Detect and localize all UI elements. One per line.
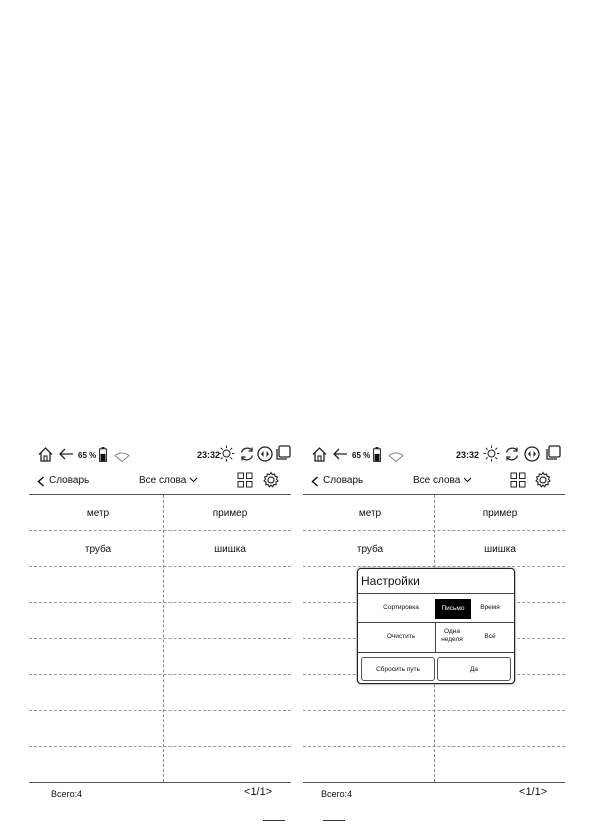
wifi-icon[interactable] <box>114 449 130 467</box>
clear-label: Очистить <box>386 633 416 640</box>
windows-icon[interactable] <box>274 445 291 467</box>
page-indicator: 1/1 <box>250 786 266 798</box>
chevron-down-icon <box>463 477 472 483</box>
dictionary-screen <box>29 440 291 804</box>
word-cell[interactable]: труба <box>84 544 112 555</box>
light-icon[interactable] <box>218 445 235 467</box>
ok-button[interactable]: Да <box>437 657 511 681</box>
battery-percent: 65 % <box>78 451 97 460</box>
status-bar <box>303 440 565 470</box>
home-icon[interactable] <box>37 446 54 468</box>
filter-label: Все слова <box>139 475 187 486</box>
chevron-down-icon <box>189 477 198 483</box>
dialog-title-divider <box>358 593 514 594</box>
page-indicator: 1/1 <box>525 786 541 798</box>
pager <box>244 786 272 798</box>
dialog-row-divider <box>358 622 514 623</box>
back-label: Словарь <box>323 475 364 486</box>
page-mark <box>323 820 345 821</box>
filter-label: Все слова <box>413 475 461 486</box>
word-cell[interactable]: метр <box>86 508 110 519</box>
word-cell[interactable]: труба <box>356 544 384 555</box>
grid-icon[interactable] <box>510 472 526 493</box>
clear-option-all[interactable]: Всё <box>484 633 496 640</box>
row-divider <box>29 530 291 531</box>
sort-label: Сортировка <box>383 604 419 611</box>
settings-dialog <box>357 568 515 684</box>
row-divider <box>29 674 291 675</box>
battery-icon <box>99 447 107 467</box>
clear-option-week[interactable]: Одна неделя <box>441 628 463 643</box>
pager <box>519 786 547 798</box>
back-label: Словарь <box>49 475 90 486</box>
gear-icon[interactable] <box>262 471 280 494</box>
footer-divider <box>303 782 565 783</box>
row-divider <box>29 710 291 711</box>
chevron-left-icon <box>37 476 45 487</box>
status-bar <box>29 440 291 470</box>
battery-icon <box>373 447 381 467</box>
toolbar <box>303 470 565 492</box>
dialog-column-divider <box>435 623 436 652</box>
row-divider <box>29 602 291 603</box>
sort-option-time[interactable]: Время <box>480 604 500 611</box>
total-count: Всего:4 <box>51 789 83 799</box>
sync-icon[interactable] <box>239 446 255 467</box>
row-divider <box>29 566 291 567</box>
clock: 23:32 <box>456 450 480 460</box>
sort-option-letter[interactable]: Письмо <box>435 599 471 619</box>
row-divider <box>29 746 291 747</box>
wifi-icon[interactable] <box>388 449 404 467</box>
word-cell[interactable]: метр <box>358 508 382 519</box>
light-icon[interactable] <box>483 445 500 467</box>
dialog-row-divider <box>358 652 514 653</box>
page-turn-icon[interactable] <box>257 446 273 467</box>
word-cell[interactable]: пример <box>212 508 248 519</box>
next-page-button[interactable]: > <box>265 786 273 798</box>
dictionary-settings-screen <box>303 440 565 804</box>
arrow-left-icon[interactable] <box>58 446 74 467</box>
footer-divider <box>29 782 291 783</box>
home-icon[interactable] <box>311 446 328 468</box>
grid-icon[interactable] <box>237 472 253 493</box>
next-page-button[interactable]: > <box>540 786 548 798</box>
column-divider <box>163 495 164 782</box>
word-cell[interactable]: пример <box>482 508 518 519</box>
arrow-left-icon[interactable] <box>332 446 348 467</box>
header-divider <box>29 494 291 495</box>
sync-icon[interactable] <box>504 446 520 467</box>
toolbar <box>29 470 291 492</box>
page-turn-icon[interactable] <box>524 446 540 467</box>
prev-page-button[interactable]: < <box>519 786 526 798</box>
dialog-title: Настройки <box>361 574 420 588</box>
clock: 23:32 <box>197 450 221 460</box>
battery-percent: 65 % <box>352 451 371 460</box>
windows-icon[interactable] <box>544 445 561 467</box>
page-mark <box>263 820 285 821</box>
filter-dropdown[interactable] <box>139 475 198 486</box>
filter-dropdown[interactable] <box>413 475 472 486</box>
chevron-left-icon <box>311 476 319 487</box>
reset-path-button[interactable]: Сбросить путь <box>361 657 435 681</box>
total-count: Всего:4 <box>321 789 353 799</box>
row-divider <box>29 638 291 639</box>
word-cell[interactable]: шишка <box>214 544 246 555</box>
prev-page-button[interactable]: < <box>244 786 251 798</box>
word-cell[interactable]: шишка <box>484 544 516 555</box>
gear-icon[interactable] <box>534 471 552 494</box>
